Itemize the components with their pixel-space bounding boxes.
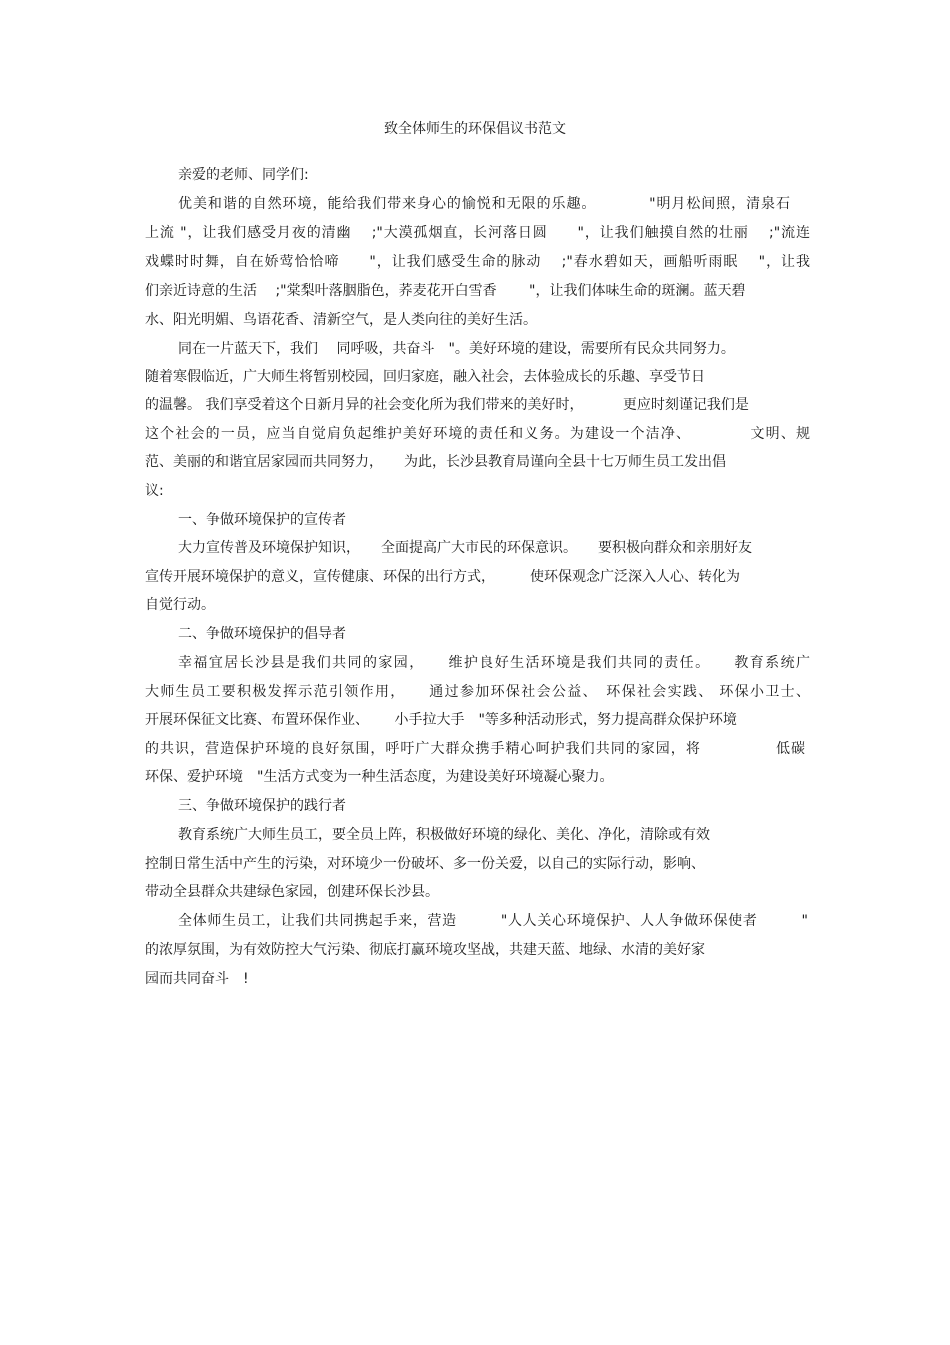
paragraph-line: 的浓厚氛围，为有效防控大气污染、彻底打赢环境攻坚战，共建天蓝、地绿、水清的美好家: [145, 942, 705, 958]
paragraph-line: 大力宣传普及环境保护知识， 全面提高广大市民的环保意识。 要积极向群众和亲朋好友: [178, 540, 752, 556]
section-heading: 二、争做环境保护的倡导者: [178, 626, 346, 642]
section-heading: 三、争做环境保护的践行者: [178, 798, 346, 814]
paragraph-line: 大师生员工要积极发挥示范引领作用， 通过参加环保社会公益、 环保社会实践、 环保小卫士、: [145, 684, 810, 700]
paragraph-line: 环保、爱护环境 "生活方式变为一种生活态度，为建设美好环境凝心聚力。: [145, 769, 614, 785]
paragraph-line: 水、阳光明媚、鸟语花香、清新空气，是人类向往的美好生活。: [145, 312, 537, 328]
paragraph-line: 范、美丽的和谐宜居家园而共同努力， 为此，长沙县教育局谨向全县十七万师生员工发出倡: [145, 454, 726, 470]
paragraph-line: 们亲近诗意的生活 ;"棠梨叶落胭脂色，荞麦花开白雪香 "，让我们体味生命的斑澜。蓝天碧: [145, 283, 746, 299]
paragraph-line: 教育系统广大师生员工，要全员上阵，积极做好环境的绿化、美化、净化，清除或有效: [178, 827, 710, 843]
paragraph-line: 戏蝶时时舞，自在娇莺恰恰啼 "，让我们感受生命的脉动 ;"春水碧如天，画船听雨眠 "，让我: [145, 254, 810, 270]
paragraph-line: 上流 "，让我们感受月夜的清幽 ;"大漠孤烟直，长河落日圆 "，让我们触摸自然的壮丽 ;"流连: [145, 225, 810, 241]
paragraph-line: 议:: [145, 483, 164, 499]
paragraph-line: 这个社会的一员，应当自觉肩负起维护美好环境的责任和义务。为建设一个洁净、 文明、规: [145, 426, 810, 442]
paragraph-line: 园而共同奋斗 !: [145, 971, 249, 987]
paragraph-line: 的温馨。 我们享受着这个日新月异的社会变化所为我们带来的美好时， 更应时刻谨记我们是: [145, 397, 749, 413]
paragraph-line: 随着寒假临近，广大师生将暂别校园，回归家庭，融入社会，去体验成长的乐趣、享受节日: [145, 369, 705, 385]
paragraph-line: 幸福宜居长沙县是我们共同的家园， 维护良好生活环境是我们共同的责任。 教育系统广: [178, 655, 810, 671]
salutation: 亲爱的老师、同学们:: [178, 167, 309, 183]
paragraph-line: 优美和谐的自然环境，能给我们带来身心的愉悦和无限的乐趣。 "明月松间照，清泉石: [178, 196, 790, 212]
section-heading: 一、争做环境保护的宣传者: [178, 512, 346, 528]
document-title: 致全体师生的环保倡议书范文: [384, 121, 566, 137]
paragraph-line: 开展环保征文比赛、布置环保作业、 小手拉大手 "等多种活动形式，努力提高群众保护环境: [145, 712, 737, 728]
paragraph-line: 宣传开展环境保护的意义，宣传健康、环保的出行方式， 使环保观念广泛深入人心、转化为: [145, 569, 740, 585]
paragraph-line: 带动全县群众共建绿色家园，创建环保长沙县。: [145, 884, 439, 900]
paragraph-line: 控制日常生活中产生的污染，对环境少一份破坏、多一份关爱，以自己的实际行动，影响、: [145, 856, 705, 872]
paragraph-line: 自觉行动。: [145, 597, 215, 613]
paragraph-line: 的共识，营造保护环境的良好氛围，呼吁广大群众携手精心呵护我们共同的家园，将 低碳: [145, 741, 805, 757]
paragraph-line: 全体师生员工，让我们共同携起手来，营造 "人人关心环境保护、人人争做环保使者 ": [178, 913, 808, 929]
paragraph-line: 同在一片蓝天下，我们 同呼吸，共奋斗 "。美好环境的建设，需要所有民众共同努力。: [178, 341, 735, 357]
